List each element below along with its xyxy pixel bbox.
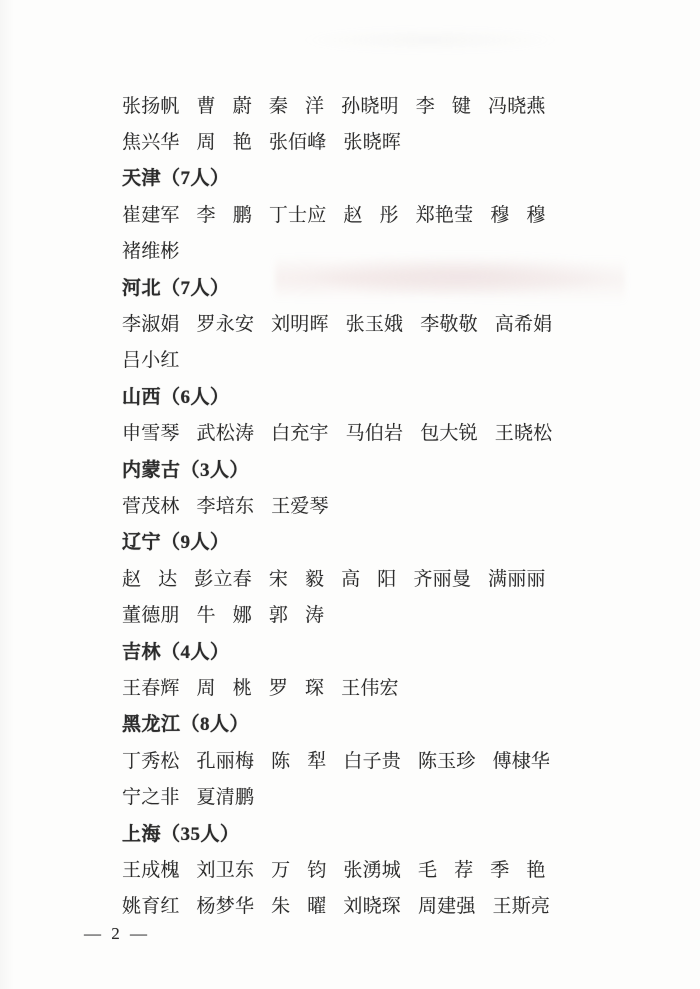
section-header-shanghai: 上海（35人） bbox=[122, 823, 240, 845]
name-row: 褚维彬 bbox=[122, 241, 180, 263]
section-header-shanxi: 山西（6人） bbox=[122, 386, 230, 408]
name-row: 菅茂林 李培东 王爱琴 bbox=[122, 495, 329, 517]
name-row: 董德朋 牛 娜 郭 涛 bbox=[122, 605, 325, 627]
name-row: 王成槐 刘卫东 万 钧 张湧城 毛 荐 季 艳 bbox=[122, 859, 546, 881]
section-header-heilongjiang: 黑龙江（8人） bbox=[122, 714, 250, 736]
name-row: 李淑娟 罗永安 刘明晖 张玉娥 李敬敬 高希娟 bbox=[122, 314, 553, 336]
name-row: 张扬帆 曹 蔚 秦 洋 孙晓明 李 键 冯晓燕 bbox=[122, 95, 546, 117]
section-header-liaoning: 辽宁（9人） bbox=[122, 532, 230, 554]
province-name-list bbox=[122, 86, 572, 923]
name-row: 宁之非 夏清鹏 bbox=[122, 787, 255, 809]
name-row: 焦兴华 周 艳 张佰峰 张晓晖 bbox=[122, 132, 402, 154]
section-header-neimenggu: 内蒙古（3人） bbox=[122, 459, 250, 481]
name-row: 王春辉 周 桃 罗 琛 王伟宏 bbox=[122, 677, 399, 699]
name-row: 吕小红 bbox=[122, 350, 180, 372]
scan-smudge-artifact bbox=[300, 28, 560, 52]
name-row: 丁秀松 孔丽梅 陈 犁 白子贵 陈玉珍 傅棣华 bbox=[122, 750, 551, 772]
section-header-tianjin: 天津（7人） bbox=[122, 168, 230, 190]
section-header-hebei: 河北（7人） bbox=[122, 277, 230, 299]
section-header-jilin: 吉林（4人） bbox=[122, 641, 230, 663]
name-row: 崔建军 李 鹏 丁士应 赵 彤 郑艳莹 穆 穆 bbox=[122, 204, 546, 226]
page-number: — 2 — bbox=[84, 924, 148, 943]
name-row: 申雪琴 武松涛 白充宇 马伯岩 包大锐 王晓松 bbox=[122, 423, 553, 445]
name-row: 赵 达 彭立春 宋 毅 高 阳 齐丽曼 满丽丽 bbox=[122, 568, 546, 590]
name-row: 姚育红 杨梦华 朱 曜 刘晓琛 周建强 王斯亮 bbox=[122, 896, 551, 918]
